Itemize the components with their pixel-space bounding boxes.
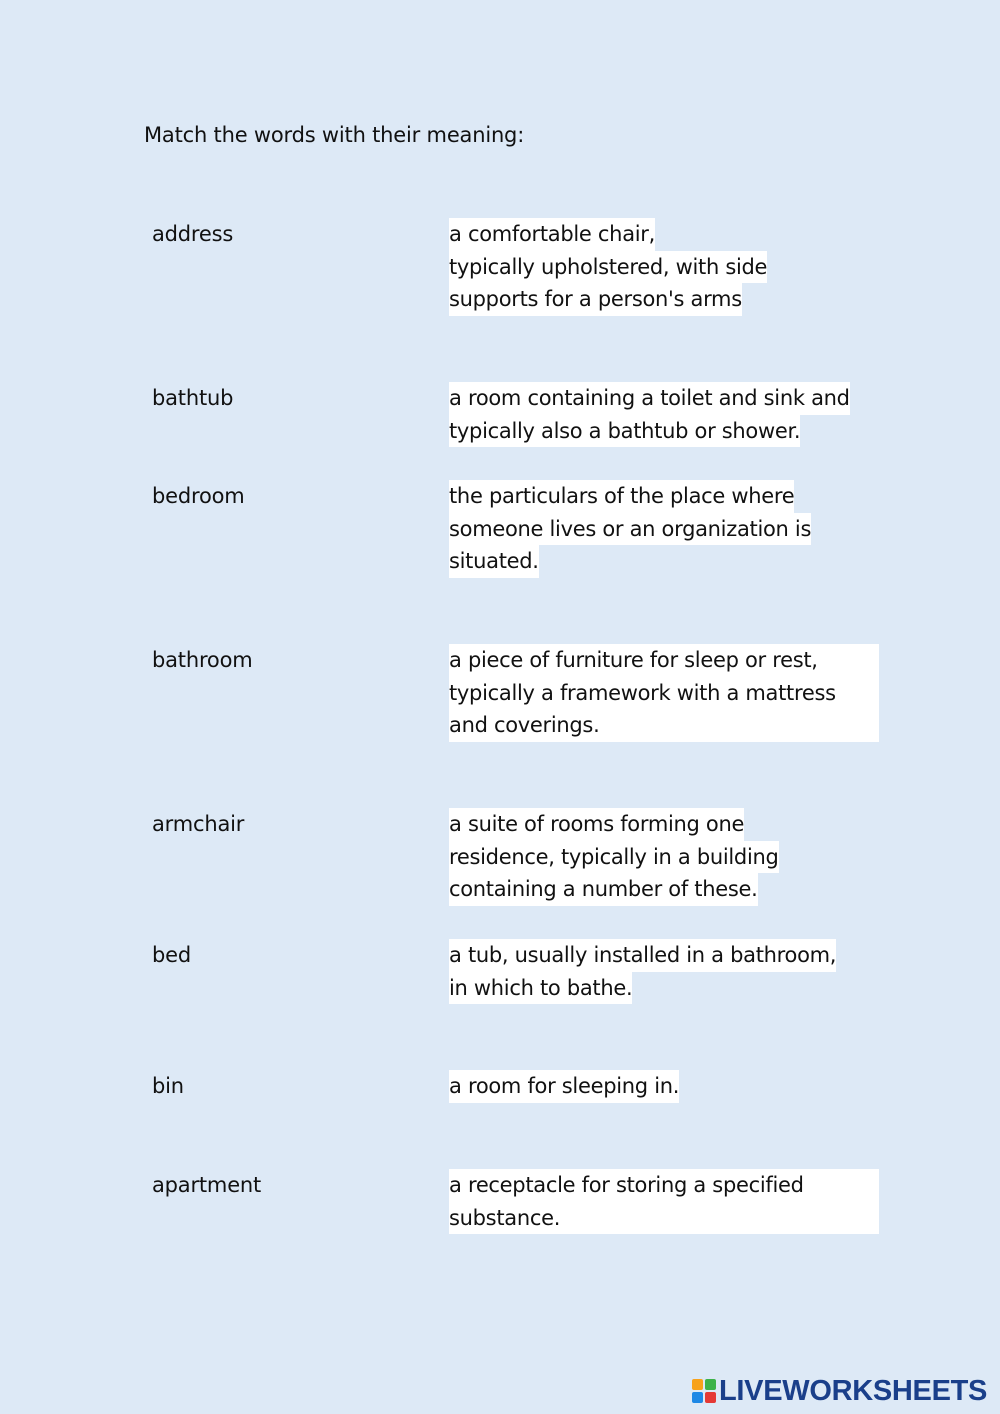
logo-tile (692, 1392, 703, 1403)
word-armchair: armchair (152, 812, 245, 836)
word-apartment: apartment (152, 1173, 262, 1197)
meaning-line: a room containing a toilet and sink and (449, 382, 850, 415)
meaning-line: in which to bathe. (449, 972, 632, 1005)
meaning-box-1 (449, 218, 767, 316)
meaning-box-2 (449, 382, 850, 447)
meaning-line: a comfortable chair, (449, 218, 655, 251)
meaning-line: and coverings. (449, 713, 600, 737)
meaning-line: typically upholstered, with side (449, 251, 767, 284)
meaning-line: typically also a bathtub or shower. (449, 415, 800, 448)
word-bed: bed (152, 943, 191, 967)
logo-text: LIVEWORKSHEETS (719, 1374, 988, 1407)
word-bin: bin (152, 1074, 184, 1098)
meaning-box-7 (449, 1070, 679, 1103)
meaning-line: substance. (449, 1205, 561, 1230)
meaning-line: supports for a person's arms (449, 283, 742, 316)
meaning-box-6 (449, 939, 836, 1004)
liveworksheets-logo-icon (692, 1379, 716, 1403)
meaning-line: residence, typically in a building (449, 841, 779, 874)
meaning-line: someone lives or an organization is (449, 513, 811, 546)
meaning-box-4 (449, 644, 879, 742)
word-bathtub: bathtub (152, 386, 234, 410)
meaning-line: situated. (449, 545, 539, 578)
word-address: address (152, 222, 234, 246)
logo-tile (705, 1392, 716, 1403)
word-bathroom: bathroom (152, 648, 253, 672)
meaning-box-3 (449, 480, 811, 578)
logo-tile (692, 1379, 703, 1390)
instruction-heading: Match the words with their meaning: (144, 123, 525, 147)
meaning-line: the particulars of the place where (449, 480, 794, 513)
meaning-line: a piece of furniture for sleep or rest, (449, 648, 818, 672)
meaning-line: a tub, usually installed in a bathroom, (449, 939, 836, 972)
meaning-line: a room for sleeping in. (449, 1070, 679, 1103)
meaning-box-5 (449, 808, 779, 906)
liveworksheets-logo (692, 1374, 992, 1408)
meaning-line: containing a number of these. (449, 873, 758, 906)
meaning-box-8 (449, 1169, 879, 1234)
meaning-line: a suite of rooms forming one (449, 808, 744, 841)
logo-tile (705, 1379, 716, 1390)
word-bedroom: bedroom (152, 484, 245, 508)
meaning-line: typically a framework with a mattress (449, 680, 836, 705)
meaning-line: a receptacle for storing a specified (449, 1173, 804, 1197)
